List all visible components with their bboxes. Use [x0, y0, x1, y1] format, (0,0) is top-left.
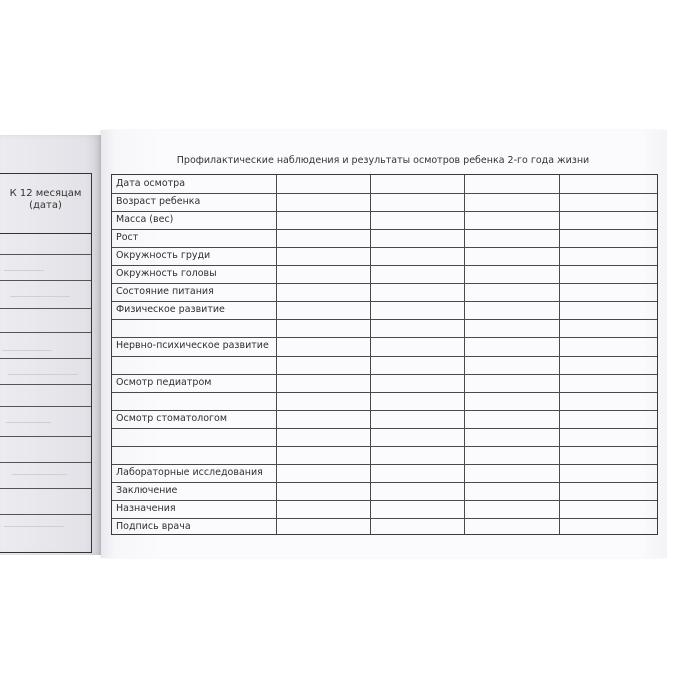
table-row-label: Рост: [116, 232, 139, 244]
table-row-divider: [112, 193, 657, 194]
table-row-label: Окружность груди: [116, 250, 211, 262]
table-row-divider: [112, 410, 657, 411]
table-row-label: Дата осмотра: [116, 178, 186, 189]
table-row-label: Возраст ребенка: [116, 196, 201, 208]
left-page: [0, 135, 101, 555]
table-column-divider: [276, 175, 277, 534]
table-row-divider: [112, 392, 657, 393]
left-header-line2: (дата): [29, 200, 62, 211]
table-row-label: Масса (вес): [116, 214, 174, 226]
table-row-label: Заключение: [116, 484, 178, 496]
left-page-header: [0, 174, 91, 234]
left-page-row-line: [0, 488, 91, 489]
table-row-divider: [112, 446, 657, 447]
table-row-label: Лабораторные исследования: [116, 466, 263, 478]
table-row-divider: [112, 482, 657, 483]
table-row-divider: [112, 464, 657, 465]
show-through-line: [12, 474, 67, 475]
left-page-row-line: [0, 280, 91, 281]
show-through-line: [4, 270, 44, 271]
show-through-line: [8, 374, 78, 375]
left-page-row-line: [0, 406, 91, 407]
table-row-label: Осмотр стоматологом: [116, 412, 228, 424]
left-page-row-line: [0, 514, 91, 515]
table-row-divider: [112, 301, 657, 302]
table-column-divider: [464, 175, 465, 534]
table-row-divider: [112, 211, 657, 212]
page-title: Профилактические наблюдения и результаты осмотров ребенка 2-го года жизни: [176, 155, 590, 166]
observation-table: [111, 174, 658, 535]
left-header-line1: К 12 месяцам: [9, 188, 82, 199]
show-through-line: [6, 422, 51, 423]
table-row-divider: [112, 428, 657, 429]
table-row-label: Подпись врача: [116, 520, 191, 532]
left-page-row-line: [0, 254, 91, 255]
table-row-divider: [112, 518, 657, 519]
table-row-label: Состояние питания: [116, 286, 214, 298]
table-row-divider: [112, 319, 657, 320]
table-row-label: Осмотр педиатром: [116, 376, 212, 388]
show-through-line: [2, 350, 52, 351]
left-page-row-line: [0, 332, 91, 333]
left-page-row-line: [0, 384, 91, 385]
table-row-divider: [112, 374, 657, 375]
table-column-divider: [559, 175, 560, 534]
table-row-divider: [112, 247, 657, 248]
table-column-divider: [370, 175, 371, 534]
table-row-label: Нервно-психическое развитие: [116, 340, 269, 352]
left-page-table: [0, 173, 92, 553]
left-page-row-line: [0, 436, 91, 437]
table-row-divider: [112, 265, 657, 266]
left-page-row-line: [0, 308, 91, 309]
left-page-row-line: [0, 462, 91, 463]
table-row-label: Физическое развитие: [116, 304, 225, 316]
table-row-divider: [112, 337, 657, 338]
show-through-line: [10, 296, 70, 297]
table-row-divider: [112, 500, 657, 501]
table-row-divider: [112, 229, 657, 230]
table-row-divider: [112, 283, 657, 284]
table-row-label: Окружность головы: [116, 268, 217, 280]
show-through-line: [4, 526, 64, 527]
table-row-divider: [112, 356, 657, 357]
table-row-label: Назначения: [116, 502, 176, 514]
left-page-row-line: [0, 358, 91, 359]
